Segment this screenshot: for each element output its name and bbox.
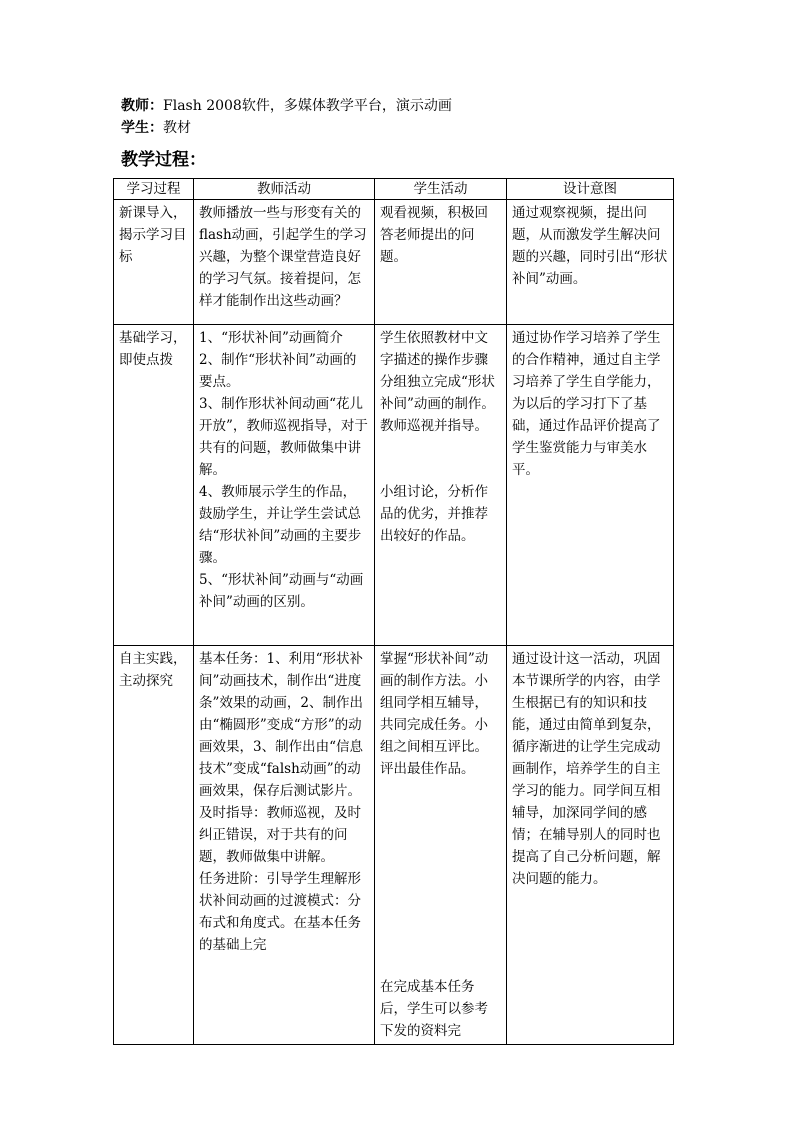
column-header-student: 学生活动 [375,179,507,200]
teacher-activity-cell [194,646,375,1045]
teacher-activity-cell [194,200,375,325]
student-label: 学生： [121,120,163,136]
teacher-activity-item: 4、教师展示学生的作品，鼓励学生，并让学生尝试总结“形状补间”动画的主要步骤。 [199,484,362,566]
column-header-teacher: 教师活动 [194,179,375,200]
teacher-activity-item: 3、制作形状补间动画“花儿开放”，教师巡视指导，对于共有的问题，教师做集中讲解。 [199,396,368,478]
student-activity-text: 观看视频，积极回答老师提出的问题。 [380,205,488,265]
teacher-label: 教师： [121,98,163,114]
teacher-activity-item: 及时指导：教师巡视，及时纠正错误，对于共有的问题，教师做集中讲解。 [199,805,361,865]
lesson-process-table [113,178,674,1045]
student-resources-line [121,118,191,138]
spacer [380,780,501,976]
design-intent-text: 通过设计这一活动，巩固本节课所学的内容，由学生根据已有的知识和技能，通过由简单到复杂，循序渐进的让学生完成动画制作，培养学生的自主学习的能力。同学间互相辅导，加深同学间的感情；在辅导别人的同时也提高了自己分析问题，解决问题的能力。 [512,651,661,887]
student-activity-cell [375,200,507,325]
design-intent-cell [507,646,674,1045]
teacher-activity-item: 2、制作“形状补间”动画的要点。 [199,352,357,390]
design-intent-cell [507,200,674,325]
student-activity-text: 学生依照教材中文字描述的操作步骤分组独立完成“形状补间”动画的制作。教师巡视并指导。 [380,330,495,434]
table-row [114,200,674,325]
teacher-resources: Flash 2008软件，多媒体教学平台，演示动画 [163,98,452,114]
student-activity-text: 掌握“形状补间”动画的制作方法。小组同学相互辅导，共同完成任务。小组之间相互评比。评出最佳作品。 [380,651,489,777]
spacer [380,437,501,481]
student-resources: 教材 [163,120,191,136]
column-header-intent: 设计意图 [507,179,674,200]
teacher-activity-item: 基本任务：1、利用“形状补间”动画技术，制作出“进度条”效果的动画，2、制作出由“椭圆形”变成“方形”的动画效果，3、制作出由“信息技术”变成“falsh动画”的动画效果，保存后测试影片。 [199,651,363,799]
table-header-row [114,179,674,200]
process-title: 教学过程： [121,150,206,170]
teacher-activity-item: 5、“形状补间”动画与“动画补间”动画的区别。 [199,572,364,610]
student-activity-text: 小组讨论，分析作品的优劣，并推荐出较好的作品。 [380,484,488,544]
design-intent-text: 通过协作学习培养了学生的合作精神，通过自主学习培养了学生自学能力，为以后的学习打下了基础，通过作品评价提高了学生鉴赏能力与审美水平。 [512,330,661,478]
teacher-activity-cell [194,325,375,646]
teacher-activity-item: 1、“形状补间”动画简介 [199,330,343,346]
student-activity-cell [375,646,507,1045]
teacher-resources-line [121,96,452,116]
table-row [114,646,674,1045]
stage-cell: 基础学习，即使点拨 [114,325,194,646]
teacher-activity-item: 任务进阶：引导学生理解形状补间动画的过渡模式：分布式和角度式。在基本任务的基础上完 [199,871,361,953]
table-row [114,325,674,646]
stage-cell: 新课导入，揭示学习目标 [114,200,194,325]
student-activity-cell [375,325,507,646]
column-header-stage: 学习过程 [114,179,194,200]
design-intent-text: 通过观察视频，提出问题，从而激发学生解决问题的兴趣，同时引出“形状补间”动画。 [512,205,668,287]
teacher-activity-text: 教师播放一些与形变有关的flash动画，引起学生的学习兴趣，为整个课堂营造良好的学习气氛。接着提问，怎样才能制作出这些动画？ [199,205,367,309]
student-activity-text: 在完成基本任务后，学生可以参考下发的资料完 [380,979,488,1039]
stage-cell: 自主实践，主动探究 [114,646,194,1045]
design-intent-cell [507,325,674,646]
